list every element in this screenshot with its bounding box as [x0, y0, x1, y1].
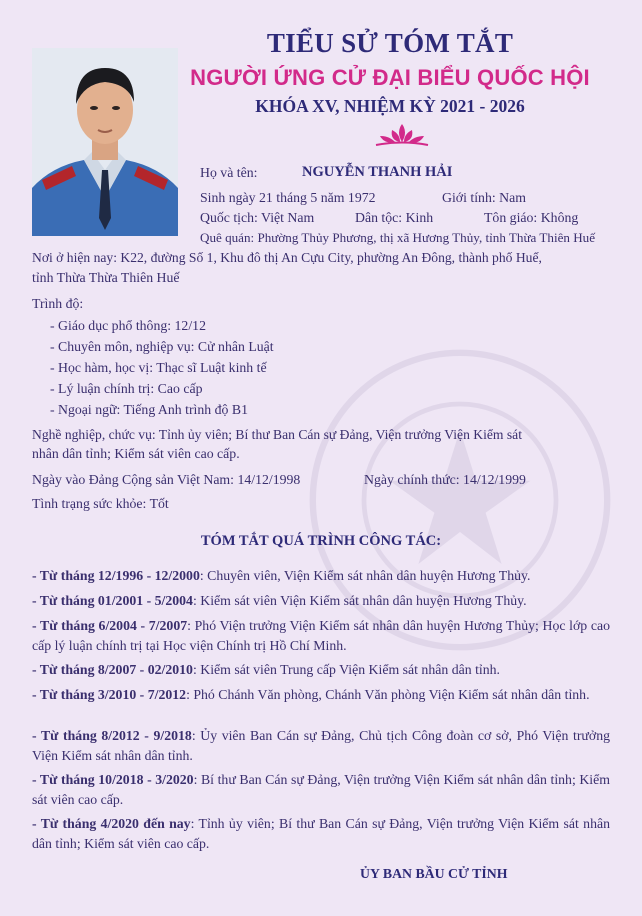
work-period: - Từ tháng 6/2004 - 7/2007	[32, 618, 188, 633]
document-subtitle: NGƯỜI ỨNG CỬ ĐẠI BIỂU QUỐC HỘI	[190, 65, 590, 90]
work-description: : Kiểm sát viên Viện Kiểm sát nhân dân huyện Hương Thủy.	[192, 593, 527, 608]
education-label: Trình độ:	[32, 296, 84, 311]
candidate-name: NGUYỄN THANH HẢI	[302, 164, 453, 180]
work-entry	[32, 616, 610, 656]
work-history-title: TÓM TẮT QUÁ TRÌNH CÔNG TÁC:	[200, 533, 442, 549]
work-description: : Phó Viện trưởng Viện Kiểm sát nhân dân huyện Hương Thủy; Học lớp cao cấp lý luận chính trị tại Học viện Chính trị Hồ Chí Minh.	[32, 618, 610, 653]
work-description: : Phó Chánh Văn phòng, Chánh Văn phòng Viện Kiểm sát nhân dân tỉnh.	[186, 687, 590, 702]
election-committee-signature: ỦY BAN BẦU CỬ TỈNH	[360, 866, 508, 881]
lotus-ornament-icon	[370, 122, 434, 148]
document-term: KHÓA XV, NHIỆM KỲ 2021 - 2026	[255, 96, 525, 116]
work-entry	[32, 814, 610, 854]
health-status: Tình trạng sức khỏe: Tốt	[32, 496, 169, 511]
work-description: : Tỉnh ủy viên; Bí thư Ban Cán sự Đảng, Viện trưởng Viện Kiểm sát nhân dân tỉnh; Kiểm sát viên cao cấp.	[32, 816, 610, 851]
birth-date: Sinh ngày 21 tháng 5 năm 1972	[200, 190, 376, 205]
portrait-illustration-icon	[32, 48, 178, 236]
work-period: - Từ tháng 10/2018 - 3/2020	[32, 772, 194, 787]
work-period: - Từ tháng 8/2007 - 02/2010	[32, 662, 193, 677]
work-description: : Bí thư Ban Cán sự Đảng, Viện trưởng Viện Kiểm sát nhân dân tỉnh; Kiểm sát viên cao cấp.	[32, 772, 610, 807]
nationality: Quốc tịch: Việt Nam	[200, 210, 315, 225]
hometown: Quê quán: Phường Thủy Phương, thị xã Hương Thủy, tỉnh Thừa Thiên Huế	[200, 230, 596, 245]
religion: Tôn giáo: Không	[484, 210, 579, 225]
name-label: Họ và tên:	[200, 165, 258, 180]
party-join-date: Ngày vào Đảng Cộng sản Việt Nam: 14/12/1998	[32, 472, 301, 487]
education-item: - Ngoại ngữ: Tiếng Anh trình độ B1	[50, 402, 248, 417]
work-description: : Ủy viên Ban Cán sự Đảng, Chủ tịch Công đoàn cơ sở, Phó Viện trưởng Viện Kiểm sát nhân dân tỉnh.	[32, 728, 611, 763]
work-entry	[32, 566, 610, 586]
work-entry	[32, 591, 610, 611]
work-entry	[32, 660, 610, 680]
ethnicity: Dân tộc: Kinh	[355, 210, 434, 225]
work-period: - Từ tháng 3/2010 - 7/2012	[32, 687, 187, 702]
occupation-line-1: Nghề nghiệp, chức vụ: Tỉnh ủy viên; Bí thư Ban Cán sự Đảng, Viện trưởng Viện Kiểm sát	[32, 427, 522, 442]
residence-line-2: tỉnh Thừa Thừa Thiên Huế	[32, 270, 180, 285]
work-description: : Kiểm sát viên Trung cấp Viện Kiểm sát nhân dân tỉnh.	[192, 662, 500, 677]
education-item: - Chuyên môn, nghiệp vụ: Cử nhân Luật	[50, 339, 274, 354]
gender: Giới tính: Nam	[442, 190, 526, 205]
residence-line-1: Nơi ở hiện nay: K22, đường Số 1, Khu đô thị An Cựu City, phường An Đông, thành phố Huế,	[32, 250, 542, 265]
work-period: - Từ tháng 8/2012 - 9/2018	[32, 728, 192, 743]
work-description: : Chuyên viên, Viện Kiểm sát nhân dân huyện Hương Thủy.	[199, 568, 531, 583]
work-period: - Từ tháng 4/2020 đến nay	[32, 816, 191, 831]
work-entry	[32, 726, 610, 766]
portrait-photo	[32, 48, 178, 236]
education-item: - Học hàm, học vị: Thạc sĩ Luật kinh tế	[50, 360, 267, 375]
personal-details	[32, 248, 612, 518]
work-period: - Từ tháng 12/1996 - 12/2000	[32, 568, 200, 583]
work-entry	[32, 770, 610, 810]
document-title: TIỂU SỬ TÓM TẮT	[266, 28, 514, 58]
education-item: - Lý luận chính trị: Cao cấp	[50, 381, 203, 396]
work-entry	[32, 685, 610, 705]
occupation-line-2: nhân dân tỉnh; Kiểm sát viên cao cấp.	[32, 446, 240, 461]
education-item: - Giáo dục phổ thông: 12/12	[50, 318, 206, 333]
work-period: - Từ tháng 01/2001 - 5/2004	[32, 593, 193, 608]
party-official-date: Ngày chính thức: 14/12/1999	[364, 472, 526, 487]
